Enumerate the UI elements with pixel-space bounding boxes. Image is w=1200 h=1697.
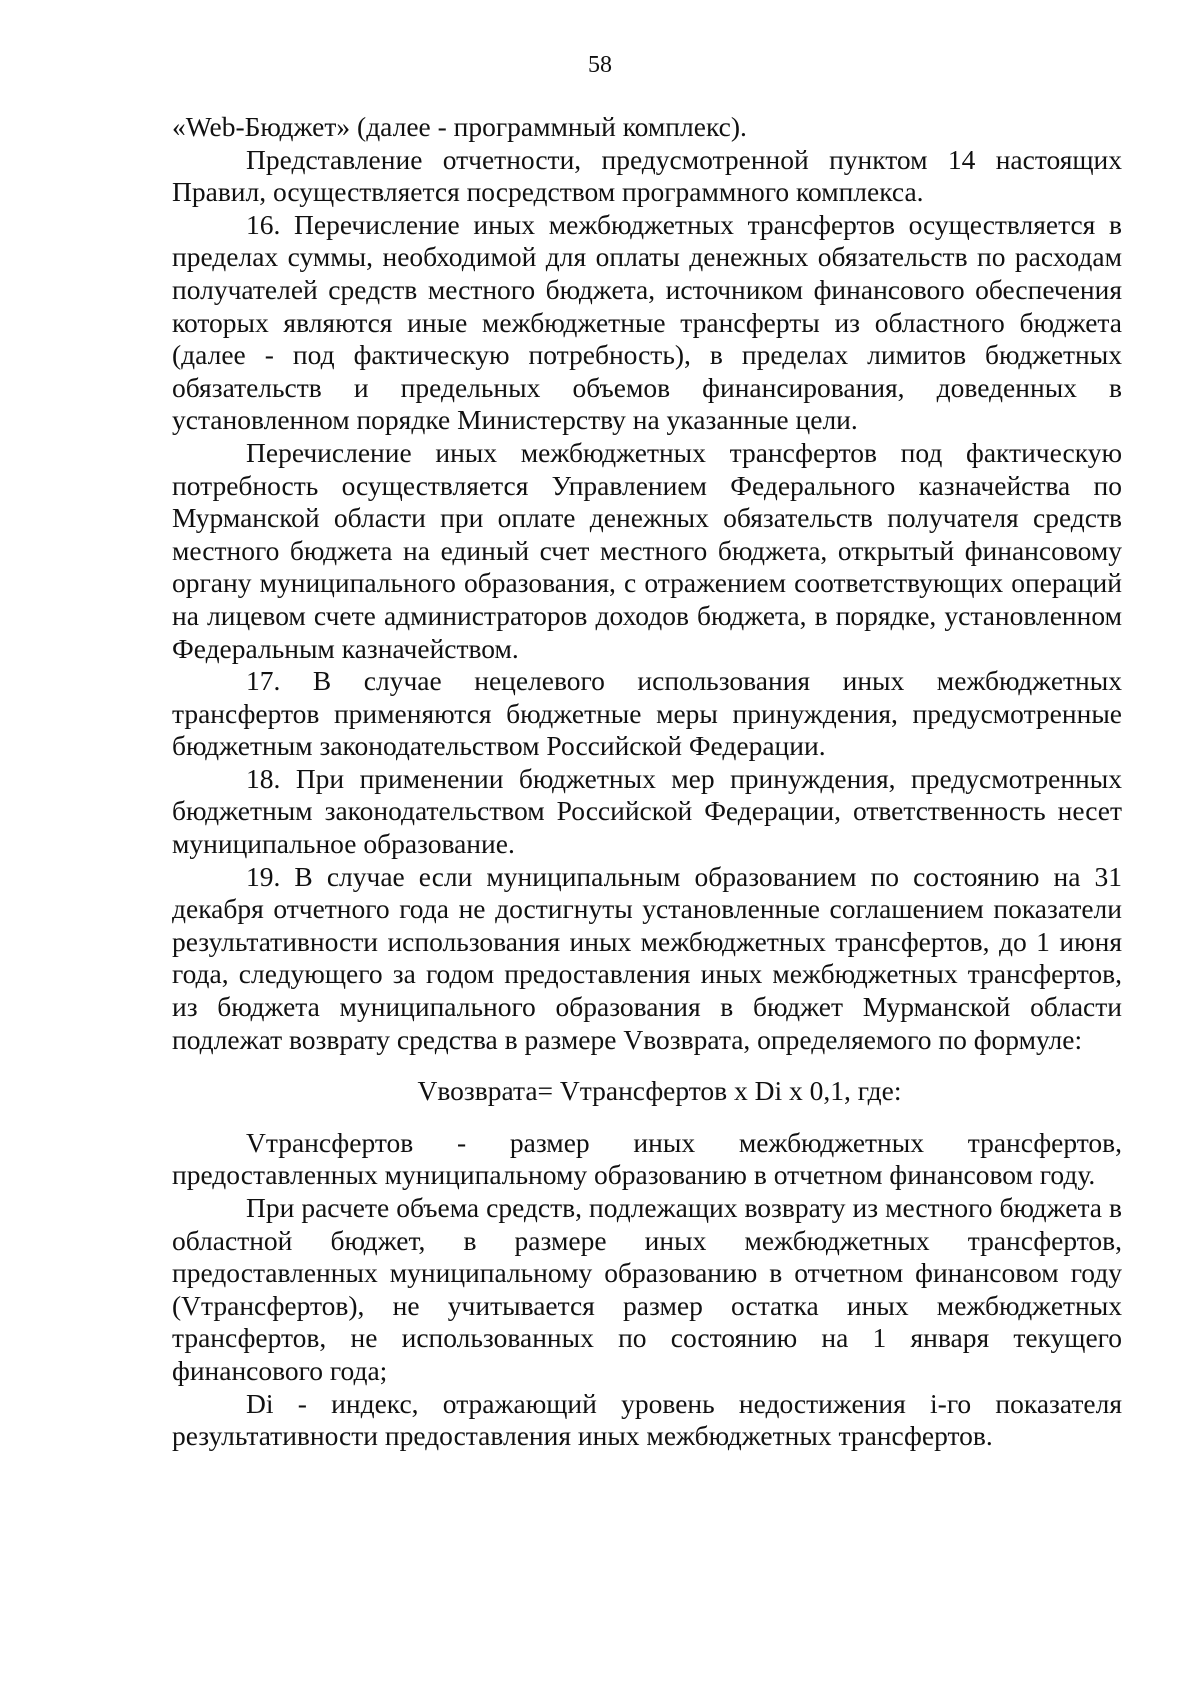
paragraph-clause-17: 17. В случае нецелевого использования иных межбюджетных трансфертов применяются бюджетные меры принуждения, предусмотренные бюджетным законодательством Российской Федерации. xyxy=(172,665,1122,762)
paragraph-di-definition: Di - индекс, отражающий уровень недостижения i-го показателя результативности предоставления иных межбюджетных трансфертов. xyxy=(172,1387,1122,1452)
paragraph-vtransfers-definition: Vтрансфертов - размер иных межбюджетных трансфертов, предоставленных муниципальному образованию в отчетном финансовом году. xyxy=(172,1126,1122,1191)
page-number: 58 xyxy=(588,52,612,78)
paragraph-reporting: Представление отчетности, предусмотренной пунктом 14 настоящих Правил, осуществляется посредством программного комплекса. xyxy=(172,143,1122,208)
paragraph-clause-16: 16. Перечисление иных межбюджетных трансфертов осуществляется в пределах суммы, необходимой для оплаты денежных обязательств по расходам получателей средств местного бюджета, источником финансового обеспечения которых являются иные межбюджетные трансферты из областного бюджета (далее - под фактическую потребность), в пределах лимитов бюджетных обязательств и предельных объемов финансирования, доведенных в установленном порядке Министерству на указанные цели. xyxy=(172,208,1122,436)
paragraph-transfer-procedure: Перечисление иных межбюджетных трансфертов под фактическую потребность осуществляется Управлением Федерального казначейства по Мурманской области при оплате денежных обязательств получателя средств местного бюджета на единый счет местного бюджета, открытый финансовому органу муниципального образования, с отражением соответствующих операций на лицевом счете администраторов доходов бюджета, в порядке, установленном Федеральным казначейством. xyxy=(172,436,1122,664)
document-body xyxy=(172,111,1122,1453)
paragraph-clause-19: 19. В случае если муниципальным образованием по состоянию на 31 декабря отчетного года не достигнуты установленные соглашением показатели результативности использования иных межбюджетных трансфертов, до 1 июня года, следующего за годом предоставления иных межбюджетных трансфертов, из бюджета муниципального образования в бюджет Мурманской области подлежат возврату средства в размере Vвозврата, определяемого по формуле: xyxy=(172,860,1122,1055)
paragraph-clause-18: 18. При применении бюджетных мер принуждения, предусмотренных бюджетным законодательством Российской Федерации, ответственность несет муниципальное образование. xyxy=(172,762,1122,860)
paragraph-continuation: «Web-Бюджет» (далее - программный комплекс). xyxy=(172,111,747,142)
return-formula: Vвозврата= Vтрансфертов x Di x 0,1, где: xyxy=(417,1075,902,1107)
paragraph-calculation-note: При расчете объема средств, подлежащих возврату из местного бюджета в областной бюджет, в размере иных межбюджетных трансфертов, предоставленных муниципальному образованию в отчетном финансовом году (Vтрансфертов), не учитывается размер остатка иных межбюджетных трансфертов, не использованных по состоянию на 1 января текущего финансового года; xyxy=(172,1192,1122,1386)
